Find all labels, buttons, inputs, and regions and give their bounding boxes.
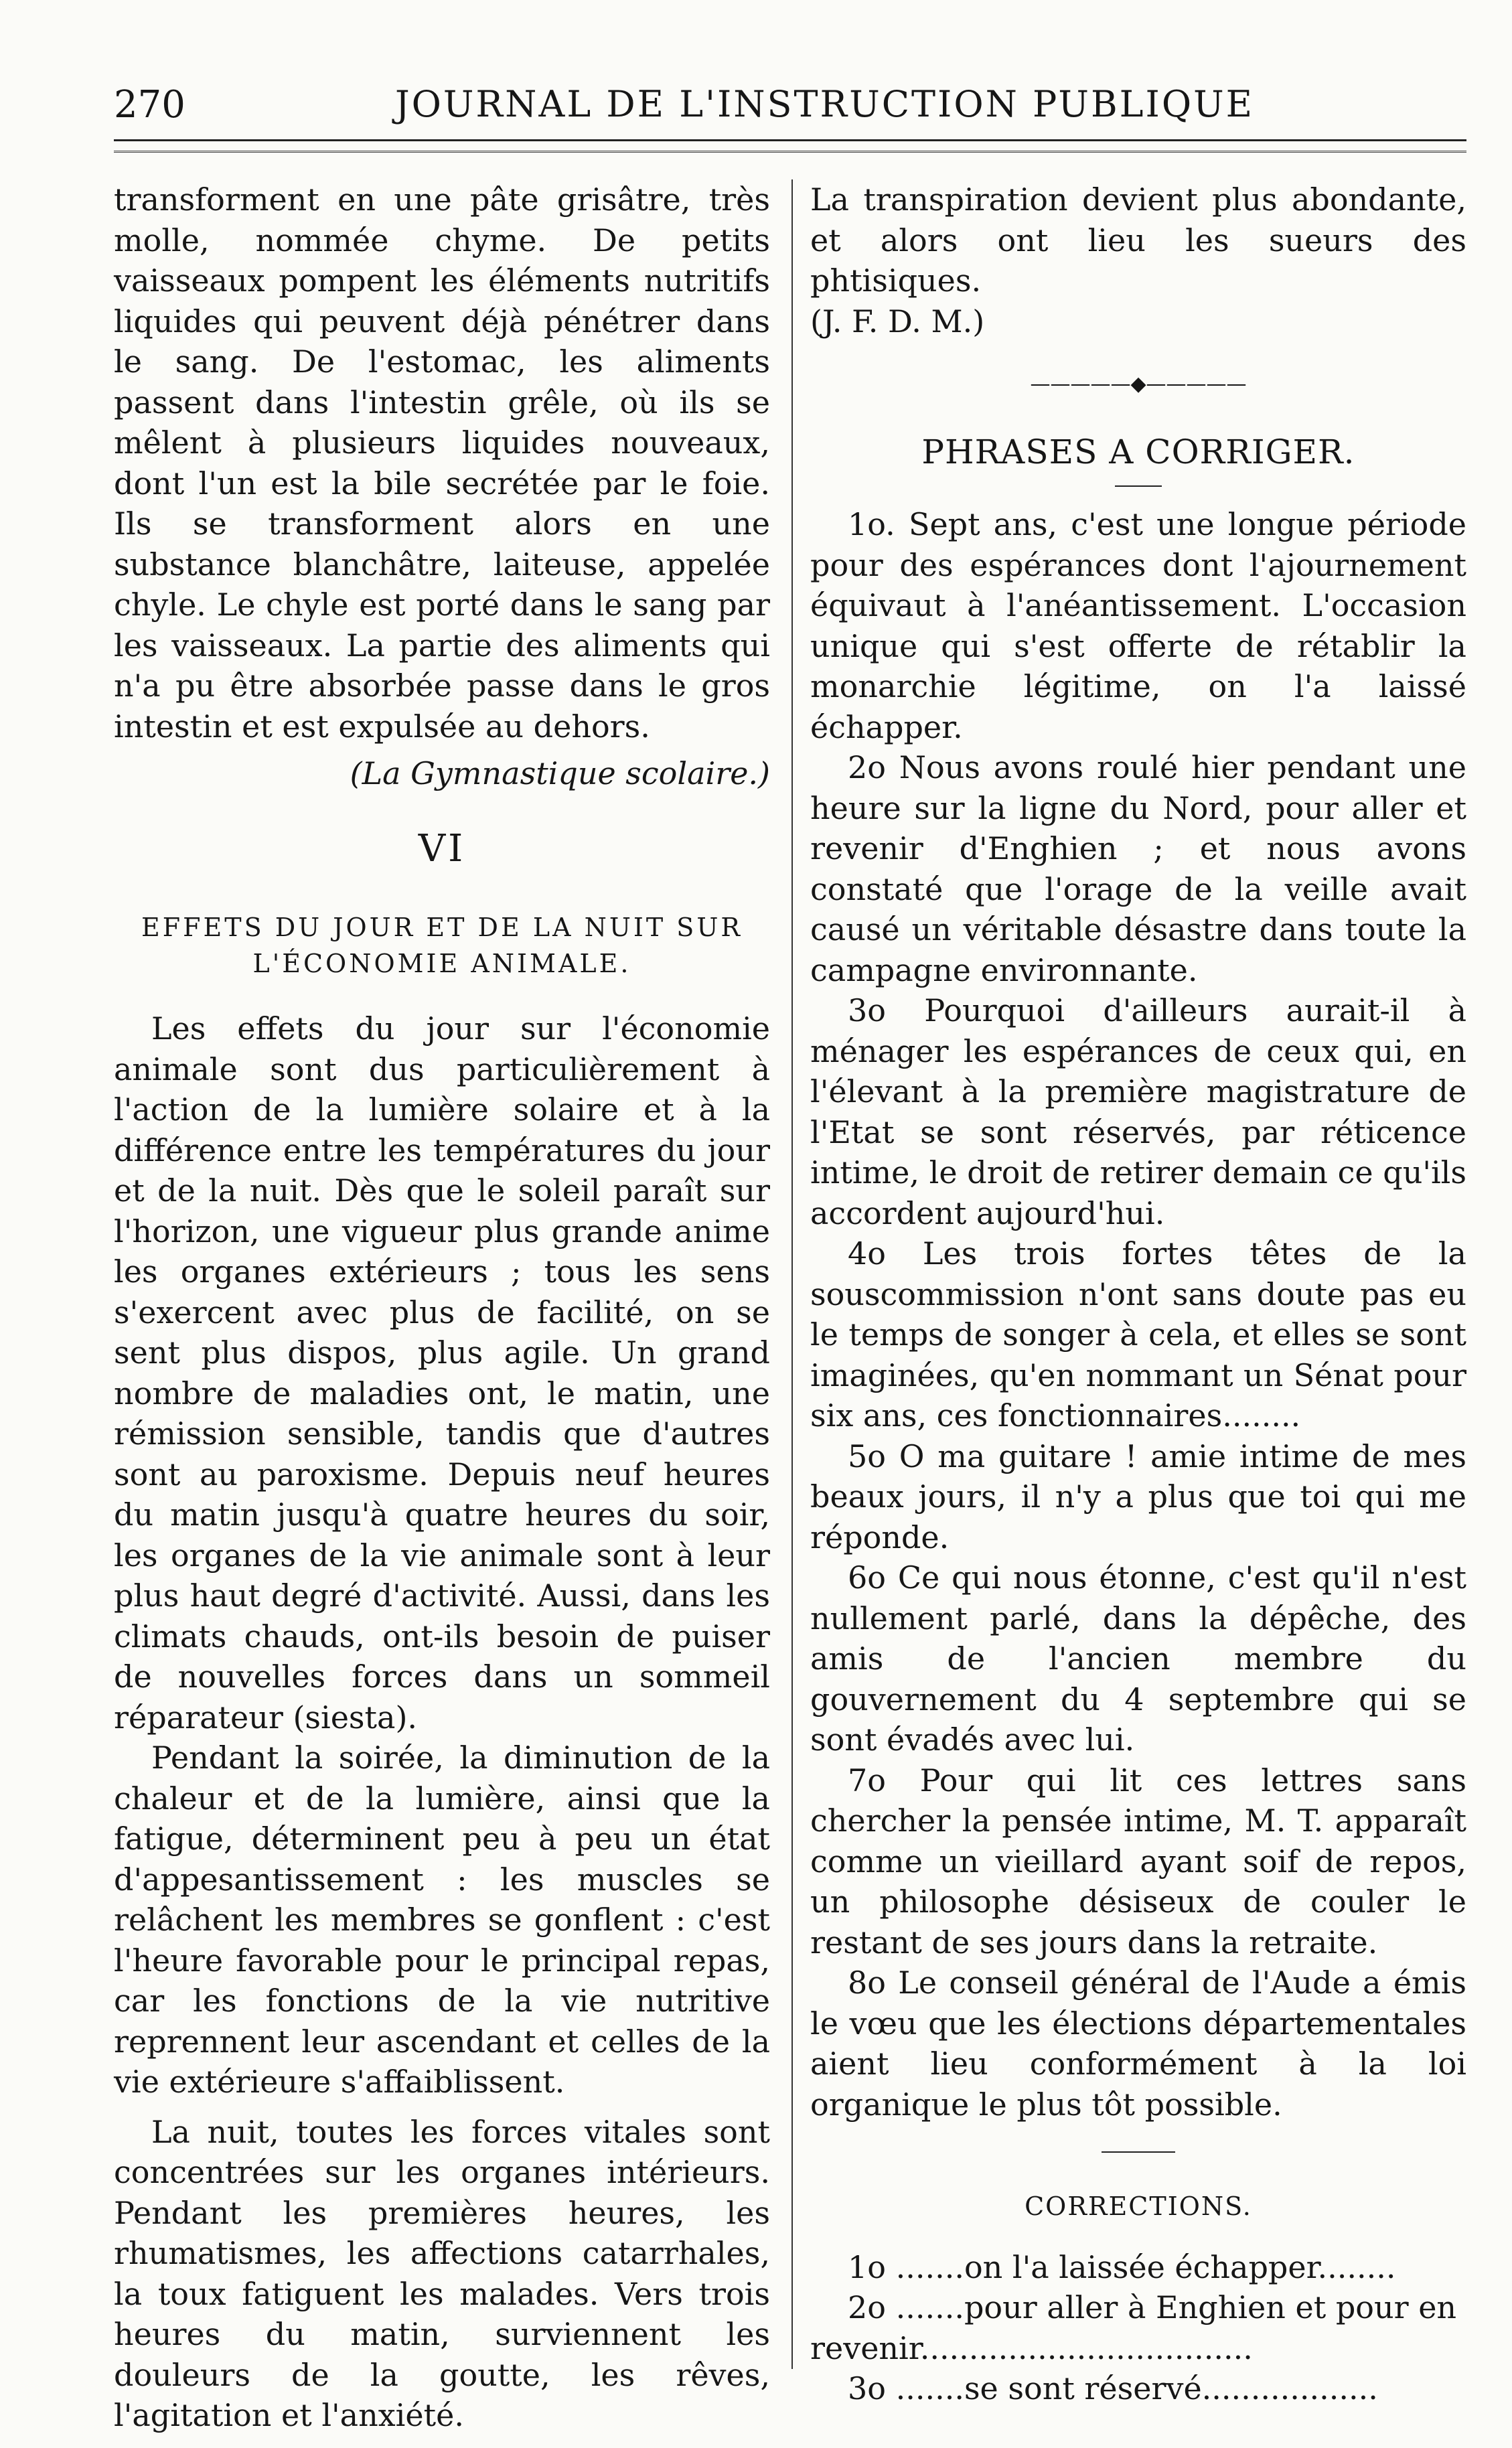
exercise-item: 6o Ce qui nous étonne, c'est qu'il n'est nullement parlé, dans la dépêche, des amis de l'ancien membre du gouvernement du 4 septembre qui se sont évadés avec lui. xyxy=(810,1559,1466,1758)
right-column xyxy=(810,179,1466,2409)
source-citation-right: (J. F. D. M.) xyxy=(810,303,985,339)
source-citation: (La Gymnastique scolaire.) xyxy=(350,755,770,791)
short-rule xyxy=(1102,2151,1175,2153)
exercise-item: 2o Nous avons roulé hier pendant une heure sur la ligne du Nord, pour aller et revenir d'Enghien ; et nous avons constaté que l'orage de la veille avait causé un véritable désastre dans toute la campagne environnante. xyxy=(810,749,1466,988)
paragraph-evening: Pendant la soirée, la diminution de la chaleur et de la lumière, ainsi que la fatigue, déterminent peu à peu un état d'appesantissement : les muscles se relâchent les membres se gonflent : c'est l'heure favorable pour le principal repas, car les fonctions de la vie nutritive reprennent leur ascendant et celles de la vie extérieure s'affaiblissent. xyxy=(114,1740,770,2100)
paragraph-digestion: transforment en une pâte grisâtre, très molle, nommée chyme. De petits vaisseaux pompent les éléments nutritifs liquides qui peuvent déjà pénétrer dans le sang. De l'estomac, les aliments passent dans l'intestin grêle, où ils se mêlent à plusieurs liquides nouveaux, dont l'un est la bile secrétée par le foie. Ils se transforment alors en une substance blanchâtre, laiteuse, appelée chyle. Le chyle est porté dans le sang par les vaisseaux. La partie des aliments qui n'a pu être absorbée passe dans le gros intestin et est expulsée au dehors. xyxy=(114,181,770,745)
section-heading xyxy=(114,909,770,982)
corrections-title: CORRECTIONS. xyxy=(1025,2192,1252,2221)
column-divider xyxy=(791,179,793,2369)
correction-item: 1o .......on l'a laissée échapper........ xyxy=(848,2248,1396,2285)
exercise-item: 5o O ma guitare ! amie intime de mes beaux jours, il n'y a plus que toi qui me réponde. xyxy=(810,1438,1466,1555)
section-numeral: VI xyxy=(418,826,466,870)
ornament-divider: —————◆————— xyxy=(1030,372,1247,396)
section-heading-line: EFFETS DU JOUR ET DE LA NUIT SUR xyxy=(141,913,743,942)
left-column xyxy=(114,179,770,2436)
paragraph-transpiration: La transpiration devient plus abondante, et alors ont lieu les sueurs des phtisiques. xyxy=(810,181,1466,299)
correction-item: 2o .......pour aller à Enghien et pour en revenir.................................. xyxy=(810,2289,1457,2366)
exercise-item: 7o Pour qui lit ces lettres sans chercher la pensée intime, M. T. apparaît comme un vieillard ayant soif de repos, un philosophe désiseux de couler le restant de ses jours dans la retraite. xyxy=(810,1762,1466,1961)
page-header xyxy=(114,79,1440,139)
correction-item: 3o .......se sont réservé.................. xyxy=(848,2370,1378,2406)
paragraph-day: Les effets du jour sur l'économie animale sont dus particulièrement à l'action de la lumière solaire et à la différence entre les températures du jour et de la nuit. Dès que le soleil paraît sur l'horizon, une vigueur plus grande anime les organes extérieurs ; tous les sens s'exercent avec plus de facilité, on se sent plus dispos, plus agile. Un grand nombre de maladies ont, le matin, une rémission sensible, tandis que d'autres sont au paroxisme. Depuis neuf heures du matin jusqu'à quatre heures du soir, les organes de la vie animale sont à leur plus haut degré d'activité. Aussi, dans les climats chauds, ont-ils besoin de puiser de nouvelles forces dans un sommeil réparateur (siesta). xyxy=(114,1010,770,1736)
page-number: 270 xyxy=(114,83,185,127)
phrases-heading: PHRASES A CORRIGER. xyxy=(921,432,1355,471)
section-heading-line: L'ÉCONOMIE ANIMALE. xyxy=(252,949,631,978)
exercise-item: 8o Le conseil général de l'Aude a émis le vœu que les élections départementales aient lieu conformément à la loi organique le plus tôt possible. xyxy=(810,1965,1466,2123)
short-rule xyxy=(1115,485,1162,487)
exercise-item: 1o. Sept ans, c'est une longue période pour des espérances dont l'ajournement équivaut à l'anéantissement. L'occasion unique qui s'est offerte de rétablir la monarchie légitime, on l'a laissé échapper. xyxy=(810,506,1466,745)
exercise-item: 3o Pourquoi d'ailleurs aurait-il à ménager les espérances de ceux qui, en l'élevant à la première magistrature de l'Etat se sont réservés, par réticence intime, le droit de retirer demain ce qu'ils accordent aujourd'hui. xyxy=(810,992,1466,1231)
running-title: JOURNAL DE L'INSTRUCTION PUBLIQUE xyxy=(395,83,1255,125)
header-rule xyxy=(114,139,1466,153)
paragraph-night: La nuit, toutes les forces vitales sont concentrées sur les organes intérieurs. Pendant les premières heures, les rhumatismes, les affections catarrhales, la toux fatiguent les malades. Vers trois heures du matin, surviennent les douleurs de la goutte, les rêves, l'agitation et l'anxiété. xyxy=(114,2113,770,2433)
exercise-item: 4o Les trois fortes têtes de la souscommission n'ont sans doute pas eu le temps de songer à cela, et elles se sont imaginées, qu'en nommant un Sénat pour six ans, ces fonctionnaires........ xyxy=(810,1235,1466,1434)
